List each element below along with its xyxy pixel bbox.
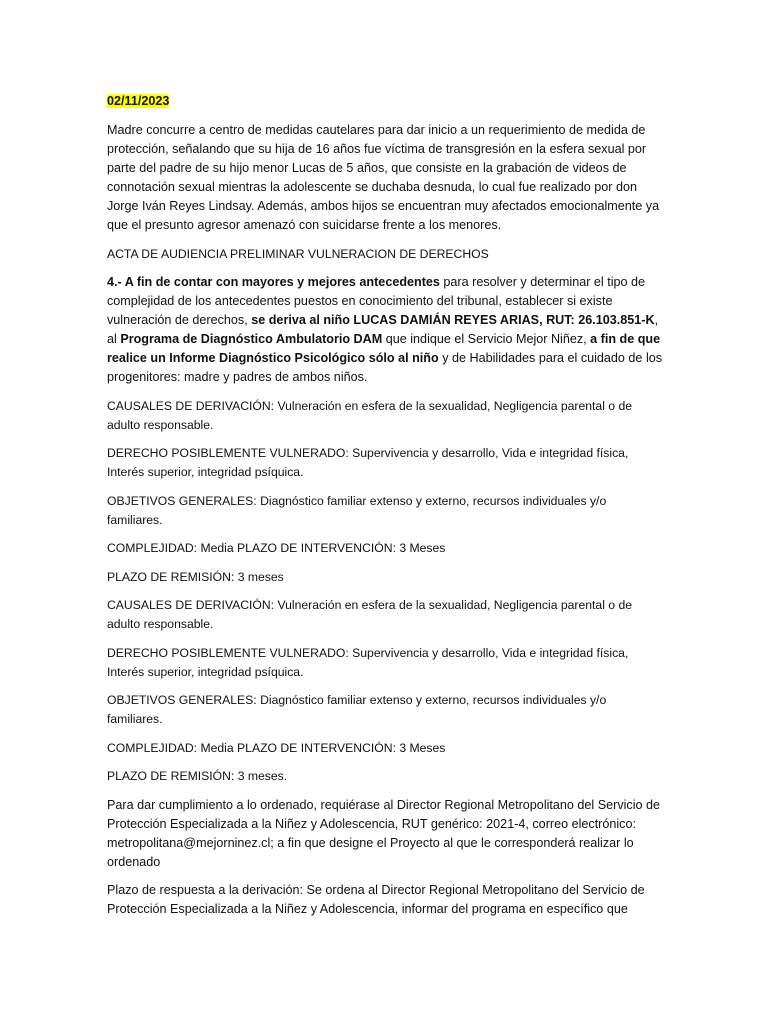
- point-4-text-2: , al: [107, 313, 659, 346]
- date-heading: [107, 92, 664, 111]
- intro-paragraph: Madre concurre a centro de medidas cautelares para dar inicio a un requerimiento de medida de protección, señalando que su hija de 16 años fue víctima de transgresión en la esfera sexual por parte del padre de su hijo menor Lucas de 5 años, que consiste en la grabación de videos de connotación sexual mientras la adolescente se duchaba desnuda, lo cual fue realizado por don Jorge Iván Reyes Lindsay. Además, ambos hijos se encuentran muy afectados emocionalmente ya que el presunto agresor amenazó con suicidarse frente a los menores.: [107, 123, 660, 232]
- point-4-bold-1: 4.- A fin de contar con mayores y mejores antecedentes: [107, 275, 440, 289]
- block2-causales: CAUSALES DE DERIVACIÓN: Vulneración en esfera de la sexualidad, Negligencia parental o de adulto responsable.: [107, 598, 633, 631]
- point-4-bold-3: Programa de Diagnóstico Ambulatorio DAM: [120, 332, 383, 346]
- point-4-text-1: para resolver y determinar el tipo de complejidad de los antecedentes puestos en conocimiento del tribunal, establecer si existe vulneración de derechos,: [107, 275, 646, 327]
- block2-objetivos: OBJETIVOS GENERALES: Diagnóstico familiar extenso y externo, recursos individuales y/o familiares.: [107, 693, 607, 726]
- date-highlight: 02/11/2023: [107, 94, 170, 108]
- plazo-respuesta-paragraph: Plazo de respuesta a la derivación: Se ordena al Director Regional Metropolitano del Servicio de Protección Especializada a la Niñez y Adolescencia, informar del programa en específico que: [107, 883, 645, 916]
- block1-causales: CAUSALES DE DERIVACIÓN: Vulneración en esfera de la sexualidad, Negligencia parental o de adulto responsable.: [107, 398, 633, 432]
- point-4-bold-4: a fin de que realice un Informe Diagnóstico Psicológico sólo al niño: [107, 332, 661, 365]
- acta-title: ACTA DE AUDIENCIA PRELIMINAR VULNERACION DE DERECHOS: [107, 246, 489, 261]
- cumplimiento-paragraph: Para dar cumplimiento a lo ordenado, requiérase al Director Regional Metropolitano del Servicio de Protección Especializada a la Niñez y Adolescencia, RUT genérico: 2021-4, correo electrónico: metropolitana@mejorninez.cl; a fin que designe el Proyecto al que le corresponderá realizar lo ordenado: [107, 797, 661, 869]
- point-4-text-3: que indique el Servicio Mejor Niñez,: [382, 332, 591, 346]
- point-4-text-4: y de Habilidades para el cuidado de los progenitores: madre y padres de ambos niños.: [107, 351, 663, 384]
- block1-complejidad: COMPLEJIDAD: Media PLAZO DE INTERVENCIÓN: 3 Meses: [107, 541, 446, 555]
- point-4-bold-2: se deriva al niño LUCAS DAMIÁN REYES ARIAS, RUT: 26.103.851-K: [251, 313, 655, 327]
- block2-plazo-remision: PLAZO DE REMISIÓN: 3 meses.: [107, 769, 288, 783]
- block1-objetivos: OBJETIVOS GENERALES: Diagnóstico familiar extenso y externo, recursos individuales y/o familiares.: [107, 493, 607, 527]
- block2-complejidad: COMPLEJIDAD: Media PLAZO DE INTERVENCIÓN: 3 Meses: [107, 740, 446, 755]
- block1-derecho: DERECHO POSIBLEMENTE VULNERADO: Supervivencia y desarrollo, Vida e integridad física, Interés superior, integridad psíquica.: [107, 446, 629, 479]
- block1-plazo-remision: PLAZO DE REMISIÓN: 3 meses: [107, 569, 284, 584]
- point-4-paragraph: [107, 273, 664, 387]
- block2-derecho: DERECHO POSIBLEMENTE VULNERADO: Supervivencia y desarrollo, Vida e integridad física, Interés superior, integridad psíquica.: [107, 645, 629, 679]
